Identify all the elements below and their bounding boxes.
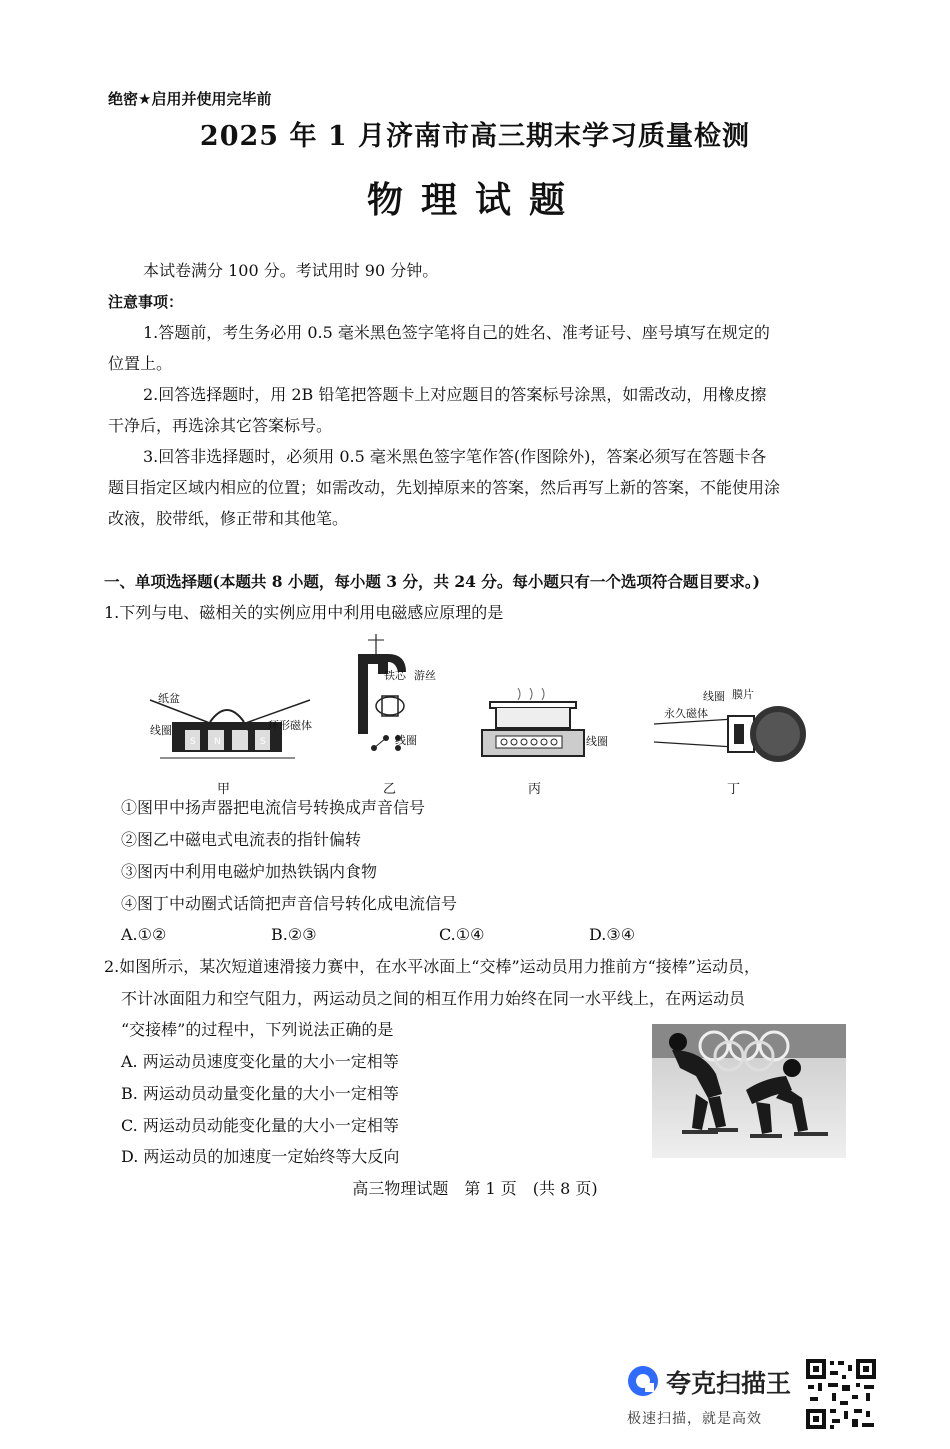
label-permanent-magnet: 永久磁体 [664,707,708,720]
page-footer: 高三物理试题 第 1 页 (共 8 页) [352,1179,598,1198]
q2-option-a: A. 两运动员速度变化量的大小一定相等 [121,1052,399,1071]
notice-line: 3.回答非选择题时，必须用 0.5 毫米黑色签字笔作答(作图除外)，答案必须写在答题卡各 [143,447,767,466]
scanner-brand: 夸克扫描王 [666,1369,792,1398]
figure-label-bing: 丙 [528,782,542,797]
q1-stem: 1.下列与电、磁相关的实例应用中利用电磁感应原理的是 [104,603,504,622]
q2-stem: “交接棒”的过程中，下列说法正确的是 [121,1020,394,1039]
section-heading: 一、单项选择题(本题共 8 小题，每小题 3 分，共 24 分。每小题只有一个选项符合题目要求。) [104,572,760,591]
q2-option-b: B. 两运动员动量变化量的大小一定相等 [121,1084,399,1103]
notice-heading: 注意事项： [108,293,184,311]
subject-title: 物理试题 [366,179,583,221]
scanner-slogan: 极速扫描，就是高效 [627,1411,762,1427]
speed-skating-photo [652,1024,846,1158]
q1-option-b: B.②③ [271,925,317,944]
label-paper-cone: 纸盆 [158,692,180,705]
notice-line: 位置上。 [108,354,173,373]
q1-statement: ③图丙中利用电磁炉加热铁锅内食物 [121,862,378,881]
figure-label-yi: 乙 [383,782,397,797]
secret-mark: 绝密★启用并使用完毕前 [108,90,272,108]
figure-label-ding: 丁 [727,782,741,797]
label-iron-core: 铁芯 [384,669,406,682]
label-hairspring: 游丝 [414,669,436,682]
notice-line: 题目指定区域内相应的位置；如需改动，先划掉原来的答案，然后再写上新的答案，不能使用涂 [108,478,781,497]
figure-label-jia: 甲 [217,782,231,797]
notice-line: 改液，胶带纸，修正带和其他笔。 [108,509,349,528]
pole-n: N [214,737,221,747]
q1-statement: ④图丁中动圈式话筒把声音信号转化成电流信号 [121,894,458,913]
label-coil: 线圈 [395,734,417,747]
induction-cooker-figure [478,684,588,764]
q1-statement: ②图乙中磁电式电流表的指针偏转 [121,830,362,849]
quark-logo-icon [626,1364,660,1398]
exam-title: 2025 年 1 月济南市高三期末学习质量检测 [199,121,751,152]
label-coil: 线圈 [150,724,172,737]
label-coil: 线圈 [703,690,725,703]
pole-s: S [260,737,266,747]
notice-line: 干净后，再选涂其它答案标号。 [108,416,333,435]
label-diaphragm: 膜片 [732,688,754,701]
pole-s: S [190,737,196,747]
q1-option-c: C.①④ [439,925,485,944]
notice-line: 1.答题前，考生务必用 0.5 毫米黑色签字笔将自己的姓名、准考证号、座号填写在规定的 [143,323,770,342]
q1-option-a: A.①② [121,925,167,944]
q2-stem: 不计冰面阻力和空气阻力，两运动员之间的相互作用力始终在同一水平线上，在两运动员 [121,989,746,1008]
q2-option-d: D. 两运动员的加速度一定始终等大反向 [121,1147,400,1166]
notice-line: 2.回答选择题时，用 2B 铅笔把答题卡上对应题目的答案标号涂黑，如需改动，用橡皮擦 [143,385,767,404]
microphone-figure [650,690,810,765]
q2-option-c: C. 两运动员动能变化量的大小一定相等 [121,1116,399,1135]
q1-statement: ①图甲中扬声器把电流信号转换成声音信号 [121,798,426,817]
label-coil: 线圈 [586,735,608,748]
q1-option-d: D.③④ [589,925,636,944]
q2-stem: 2.如图所示，某次短道速滑接力赛中，在水平冰面上“交棒”运动员用力推前方“接棒”运动员， [104,957,760,976]
label-ring-magnet: 环形磁体 [268,719,312,732]
score-time: 本试卷满分 100 分。考试用时 90 分钟。 [143,261,439,280]
qr-code-icon [804,1357,878,1431]
